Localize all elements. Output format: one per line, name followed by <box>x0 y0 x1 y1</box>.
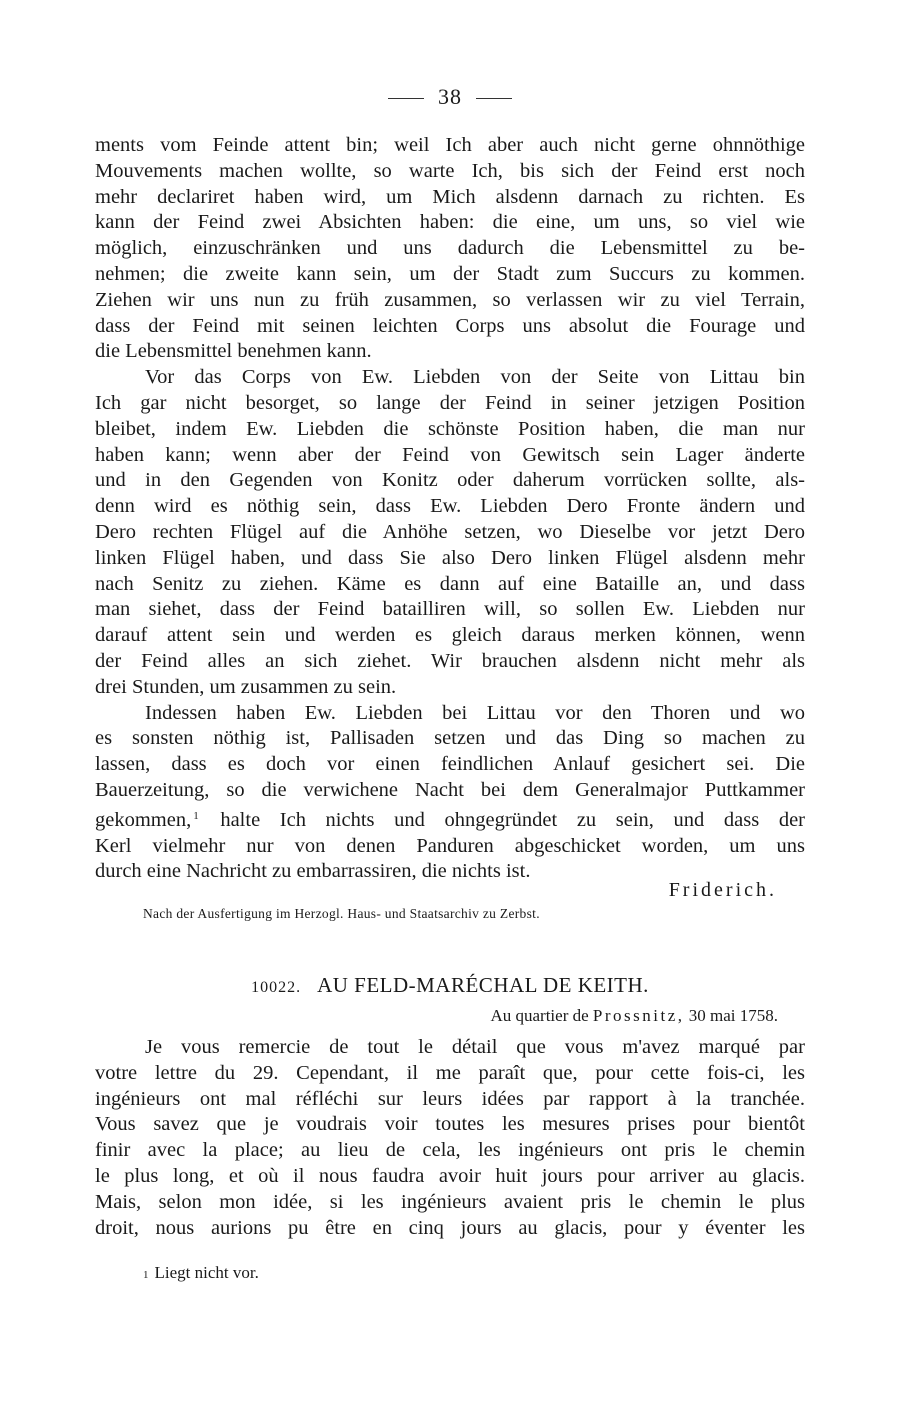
text-line: Vor das Corps von Ew. Liebden von der Seite von Littau bin <box>145 366 805 389</box>
letter-date: 30 mai 1758. <box>688 1006 778 1025</box>
text-line: Indessen haben Ew. Liebden bei Littau vor den Thoren und wo <box>145 701 805 724</box>
source-note: Nach der Ausfertigung im Herzogl. Haus- und Staatsarchiv zu Zerbst. <box>143 906 540 921</box>
text-line: Mouvements machen wollte, so warte Ich, bis sich der Feind erst noch <box>95 159 805 182</box>
letter-10022-body <box>95 1035 805 1241</box>
page-header <box>0 84 900 110</box>
text-fragment: gekommen, <box>95 808 192 831</box>
footnote-number: 1 <box>143 1269 149 1281</box>
letter-10021-body <box>95 133 805 885</box>
place-prefix: Au quartier de <box>490 1006 589 1025</box>
text-line: durch eine Nachricht zu embarrassiren, die nichts ist. <box>95 860 531 883</box>
text-line: droit, nous aurions pu être en cinq jours au glacis, pour y éventer les <box>95 1216 805 1239</box>
text-line: Je vous remercie de tout le détail que vous m'avez marqué par <box>145 1036 805 1058</box>
letter-number: 10022. <box>251 979 302 996</box>
text-line: man siehet, dass der Feind batailliren will, so sollen Ew. Liebden nur <box>95 598 805 621</box>
text-line: Ziehen wir uns nun zu früh zusammen, so verlassen wir zu viel Terrain, <box>95 288 805 311</box>
text-line: Kerl vielmehr nur von denen Panduren abgeschicket worden, um uns <box>95 834 805 857</box>
place-date <box>490 1006 778 1026</box>
letter-heading <box>0 973 900 998</box>
text-line: dass der Feind mit seinen leichten Corps uns absolut die Fourage und <box>95 314 805 337</box>
text-line: ingénieurs ont mal réfléchi sur leurs idées par rapport à la tranchée. <box>95 1087 805 1110</box>
text-line: Vous savez que je voudrais voir toutes les mesures prises pour bientôt <box>95 1113 805 1136</box>
text-line: die Lebensmittel benehmen kann. <box>95 340 372 363</box>
footnote-text: Liegt nicht vor. <box>154 1263 259 1282</box>
text-line: finir avec la place; au lieu de cela, les ingénieurs ont pris le chemin <box>95 1139 805 1162</box>
text-line-with-footnote <box>95 804 805 834</box>
text-line: und in den Gegenden von Konitz oder daherum vorrücken sollte, als- <box>95 469 805 492</box>
footnote-marker: 1 <box>193 809 199 822</box>
text-line: haben kann; wenn aber der Feind von Gewitsch sein Lager änderte <box>95 443 805 466</box>
text-line: Mais, selon mon idée, si les ingénieurs avaient pris le chemin le plus <box>95 1190 805 1213</box>
place-name: Prossnitz, <box>592 1006 685 1025</box>
text-line: ments vom Feinde attent bin; weil Ich aber auch nicht gerne ohnnöthige <box>95 134 805 156</box>
text-fragment: halte Ich nichts und ohngegründet zu sein, und dass der <box>220 808 805 831</box>
signature: Friderich. <box>668 879 777 901</box>
text-line: darauf attent sein und werden es gleich daraus merken können, wenn <box>95 624 805 647</box>
text-line: linken Flügel haben, und dass Sie also Dero linken Flügel alsdenn mehr <box>95 546 805 569</box>
header-rule-right <box>476 98 512 99</box>
text-line: mehr declariret haben wird, um Mich alsdenn darnach zu richten. Es <box>95 185 805 208</box>
text-line: votre lettre du 29. Cependant, il me paraît que, pour cette fois-ci, les <box>95 1061 805 1084</box>
text-line: nach Senitz zu ziehen. Käme es dann auf eine Bataille an, und dass <box>95 572 805 595</box>
text-line: denn wird es nöthig sein, dass Ew. Liebden Dero Fronte ändern und <box>95 495 805 518</box>
text-line: Ich gar nicht besorget, so lange der Feind in seiner jetzigen Position <box>95 391 805 414</box>
text-line: drei Stunden, um zusammen zu sein. <box>95 675 397 698</box>
text-line: der Feind alles an sich ziehet. Wir brauchen alsdenn nicht mehr als <box>95 649 805 672</box>
letter-title: AU FELD-MARÉCHAL DE KEITH. <box>317 973 649 997</box>
text-line: möglich, einzuschränken und uns dadurch die Lebensmittel zu be- <box>95 237 805 260</box>
text-line: nehmen; die zweite kann sein, um der Stadt zum Succurs zu kommen. <box>95 262 805 285</box>
text-line: bleibet, indem Ew. Liebden die schönste Position haben, die man nur <box>95 417 805 440</box>
text-line: kann der Feind zwei Absichten haben: die eine, um uns, so viel wie <box>95 211 805 234</box>
page-number: 38 <box>438 84 462 109</box>
text-line: es sonsten nöthig ist, Pallisaden setzen und das Ding so machen zu <box>95 727 805 750</box>
header-rule-left <box>388 98 424 99</box>
text-line: lassen, dass es doch vor einen feindlichen Anlauf gesichert sei. Die <box>95 753 805 776</box>
text-line: Dero rechten Flügel auf die Anhöhe setzen, wo Dieselbe vor jetzt Dero <box>95 520 805 543</box>
text-line: Bauerzeitung, so die verwichene Nacht bei dem Generalmajor Puttkammer <box>95 778 805 801</box>
footnote <box>143 1263 259 1283</box>
text-line: le plus long, et où il nous faudra avoir huit jours pour arriver au glacis. <box>95 1164 805 1187</box>
